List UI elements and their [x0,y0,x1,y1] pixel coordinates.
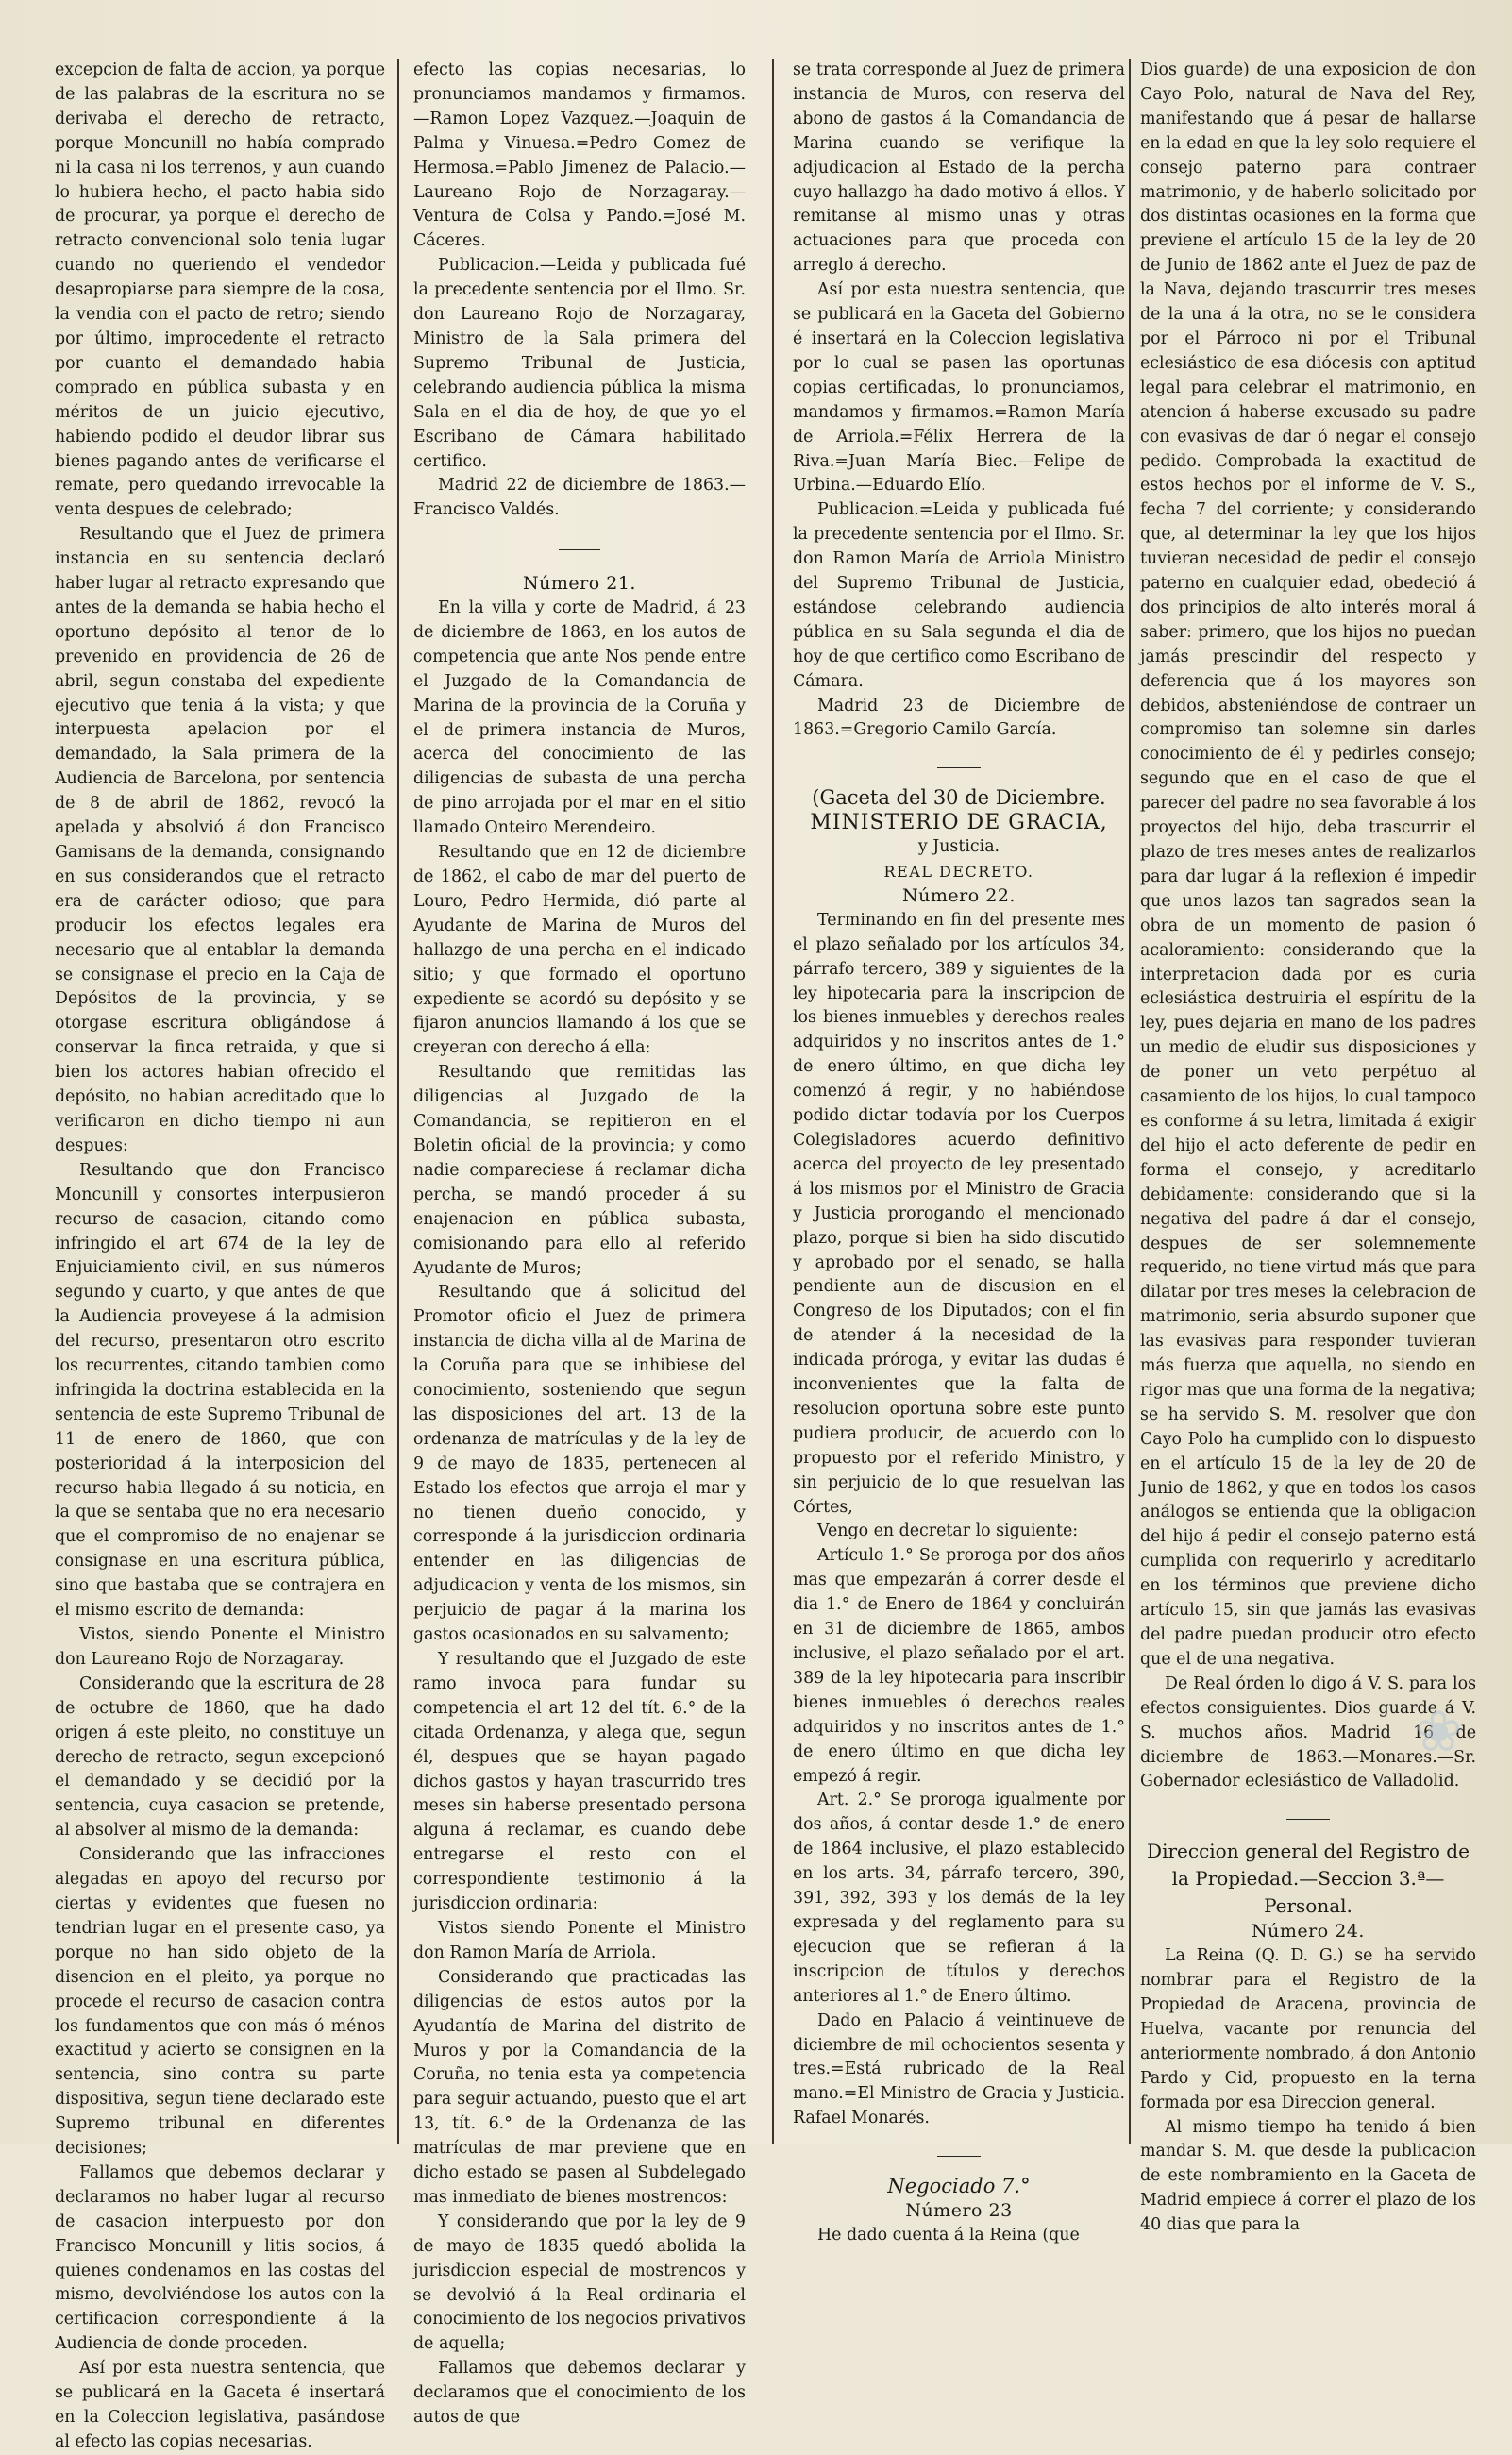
column-rule [772,59,774,2144]
paragraph: Vengo en decretar lo siguiente: [817,1522,1079,1541]
directorate-heading: Direccion general del Registro de la Propiedad.—Seccion 3.ª—Personal. [1147,1840,1470,1918]
section-caption: (Gaceta del 30 de Diciembre. [812,786,1106,810]
paragraph: Así por esta nuestra sentencia, que se publicará en la Gaceta del Gobierno é insertará en la Coleccion legislativa por lo cual se pasen las oportunas copias certificadas, lo pronunciamos, mandamos y firmamos.=Ramon María de Arriola.=Félix Herrera de la Riva.=Juan María Biec.—Felipe de Urbina.—Eduardo Elío. [793,280,1125,496]
paragraph: Publicacion.—Leida y publicada fué la precedente sentencia por el Ilmo. Sr. don Laureano Rojo de Norzagaray, Ministro de la Sala primera del Supremo Tribunal de Justicia, celebrando audiencia pública la misma Sala en el dia de hoy, de que yo el Escribano de Cámara habilitado certifico. [413,256,746,471]
paragraph: La Reina (Q. D. G.) se ha servido nombrar para el Registro de la Propiedad de Aracena, provincia de Huelva, vacante por renuncia del anteriormente nombrado, á don Antonio Pardo y Cid, propuesto en la terna formada por esa Direccion general. [1140,1946,1476,2112]
column-rule [1129,59,1131,2144]
column-1 [55,59,385,2451]
ministry-subheading: y Justicia. [917,837,1000,857]
column-rule [397,59,399,2144]
paragraph: se trata corresponde al Juez de primera instancia de Muros, con reserva del abono de gastos á la Comandancia de Marina cuando se verifique la adjudicacion al Estado de la percha cuyo hallazgo ha dado motivo á ellos. Y remitanse al mismo unas y otras actuaciones para que proceda con arreglo á derecho. [793,60,1125,276]
paragraph: Publicacion.=Leida y publicada fué la precedente sentencia por el Ilmo. Sr. don Ramon María de Arriola Ministro del Supremo Tribunal de Justicia, estándose celebrando audiencia pública en su Sala segunda el dia de hoy de que certifico como Escribano de Cámara. [793,500,1125,691]
paragraph: Madrid 22 de diciembre de 1863.—Francisco Valdés. [413,476,746,520]
double-rule-divider [413,534,746,559]
decree-title: REAL DECRETO. [883,863,1034,881]
short-rule-divider [1140,1804,1476,1828]
paragraph: Fallamos que debemos declarar y declaramos que el conocimiento de los autos de que [413,2359,746,2428]
paragraph: Resultando que en 12 de diciembre de 1862, el cabo de mar del puerto de Louro, Pedro Hermida, dió parte al Ayudante de Marina de Muros del hallazgo de una percha en el indicado sitio; y que formado el oportuno expediente se acordó su depósito y se fijaron anuncios llamando á los que se creyeran con derecho á ella: [413,843,746,1058]
paragraph: Vistos siendo Ponente el Ministro don Ramon María de Arriola. [413,1918,746,1962]
paragraph: Art. 2.° Se proroga igualmente por dos años, á contar desde 1.° de enero de 1864 inclusive, el plazo establecido en los arts. 34, párrafo tercero, 390, 391, 392, 393 y los demás de la ley expresada y del reglamento para su ejecucion que se refieran á la inscripcion de títulos y derechos anteriores al 1.° de Enero último. [793,1791,1125,2006]
paragraph: Dios guarde) de una exposicion de don Cayo Polo, natural de Nava del Rey, manifestando que á pesar de hallarse en la edad en que la ley solo requiere el consejo paterno para contraer matrimonio, y de haberlo solicitado por dos distintas ocasiones en la forma que previene el artículo 15 de la ley de 20 de Junio de 1862 ante el Juez de paz de la Nava, dejando trascurrir tres meses de la una á la otra, no se le considera por el Párroco ni por el Tribunal eclesiástico de esa diócesis con aptitud legal para celebrar el matrimonio, en atencion á haberse excusado su padre con evasivas de dar ó negar el consejo pedido. Comprobada la exactitud de estos hechos por el informe de V. S., fecha 7 del corriente; y considerando que, al determinar la ley que los hijos tuvieran necesidad de pedir el consejo paterno en cualquier edad, obedeció á dos principios de alto interés moral á saber: primero, que los hijos no puedan jamás prescindir del respecto y deferencia que á los mayores son debidos, absteniéndose de contraer un compromiso tan solemne sin darles conocimiento de él y pedirles consejo; segundo que en el caso de que el parecer del padre no sea favorable á los proyectos del hijo, deba trascurrir el plazo de tres meses antes de realizarlos para dar lugar á la reflexion é impedir que unos lazos tan sagrados sean la obra de un momento de pasion ó acaloramiento: considerando que la interpretacion dada por es curia eclesiástica destruiria el espíritu de la ley, pues dejaria en mano de los padres un medio de eludir sus disposiciones y de poner un veto perpétuo al casamiento de los hijos, lo cual tampoco es conforme á su letra, limitada á exigir del hijo el acto deferente de pedir en forma el consejo, y acreditarlo debidamente: considerando que si la negativa del padre á dar el consejo, despues de ser solemnemente requerido, no tiene virtud más que para dilatar por tres meses la celebracion de matrimonio, seria absurdo suponer que las evasivas para responder tuvieran más fuerza que aquella, no siendo en rigor mas que una forma de la negativa; se ha servido S. M. resolver que don Cayo Polo ha cumplido con lo dispuesto en el artículo 15 de la ley de 20 de Junio de 1862, y que en todos los casos análogos se entienda que la obligacion del hijo á pedir el consejo paterno está cumplida con requerirlo y acreditarlo en los términos que previene dicho artículo 15, sin que jamás las evasivas del padre puedan producir otro efecto que el de una negativa. [1140,60,1476,1669]
paragraph: excepcion de falta de accion, ya porque de las palabras de la escritura no se derivaba el derecho de retracto, porque Moncunill no había comprado ni la casa ni los terrenos, y aun cuando lo hubiera hecho, el pacto habia sido de procurar, ya porque el derecho de retracto convencional solo tenia lugar cuando no queriendo el vendedor desapropiarse para siempre de la cosa, la vendia con el pacto de retro; siendo por último, improcedente el retracto por cuanto el demandado habia comprado en pública subasta y en méritos de un juicio ejecutivo, habiendo podido el deudor librar sus bienes pagando antes de verificarse el remate, pero quedando irrevocable la venta despues de celebrado; [55,60,385,520]
paragraph: He dado cuenta á la Reina (que [817,2225,1080,2245]
paragraph: Artículo 1.° Se proroga por dos años mas que empezarán á correr desde el dia 1.° de Enero de 1864 y concluirán en 31 de diciembre de 1865, ambos inclusive, el plazo señalado por el art. 389 de la ley hipotecaria para inscribir bienes inmuebles ó derechos reales adquiridos y no inscritos antes de 1.° de enero último en que dicha ley empezó á regir. [793,1546,1125,1786]
library-stamp-icon: ❀ [1414,1699,1463,1765]
paragraph: efecto las copias necesarias, lo pronunciamos mandamos y firmamos.—Ramon Lopez Vazquez.—Joaquin de Palma y Vinuesa.=Pedro Gomez de Hermosa.=Pablo Jimenez de Palacio.—Laureano Rojo de Norzagaray.—Ventura de Colsa y Pando.=José M. Cáceres. [413,60,746,251]
column-3 [793,59,1125,2245]
short-rule-divider [793,2141,1125,2165]
short-rule-divider [793,752,1125,777]
paragraph: Terminando en fin del presente mes el plazo señalado por los artículos 34, párrafo tercero, 389 y siguientes de la ley hipotecaria para la inscripcion de los bienes inmuebles y derechos reales adquiridos y no inscritos antes de 1.° de enero último, en que dicha ley comenzó á regir, y no habiéndose podido dictar todavía por los Cuerpos Colegisladores acuerdo definitivo acerca del proyecto de ley presentado á los mismos por el Ministro de Gracia y Justicia prorogando el mencionado plazo, porque si bien ha sido discutido y aprobado por el senado, se halla pendiente aun de discusion en el Congreso de los Diputados; con el fin de atender á la necesidad de la indicada próroga, y evitar las dudas é inconvenientes que la falta de resolucion oportuna sobre este punto pudiera producir, de acuerdo con lo propuesto por el referido Ministro, y sin perjuicio de lo que resuelvan las Córtes, [793,910,1125,1517]
paragraph: Madrid 23 de Diciembre de 1863.=Gregorio Camilo García. [793,696,1125,740]
paragraph: Resultando que á solicitud del Promotor oficio el Juez de primera instancia de dicha villa al de Marina de la Coruña para que se inhibiese del conocimiento, sosteniendo que segun las disposiciones del art. 13 de la ordenanza de matrículas y de la ley de 9 de mayo de 1835, pertenecen al Estado los efectos que arroja el mar y no tienen dueño conocido, y corresponde á la jurisdiccion ordinaria entender en las diligencias de adjudicacion y venta de los mismos, sin perjuicio de pagar á la marina los gastos ocasionados en su salvamento; [413,1283,746,1645]
paragraph: Considerando que practicadas las diligencias de estos autos por la Ayudantía de Marina del distrito de Muros y por la Comandancia de la Coruña, no tenia esta ya competencia para seguir actuando, puesto que el art 13, tít. 6.° de la Ordenanza de las matrículas de mar previene que en dicho estado se pasen al Subdelegado mas inmediato de bienes mostrencos: [413,1967,746,2207]
paragraph: Resultando que remitidas las diligencias al Juzgado de la Comandancia, se repitieron en el Boletin oficial de la provincia; y como nadie compareciese á reclamar dicha percha, se mandó proceder á su enajenacion en pública subasta, comisionando para ello al referido Ayudante de Muros; [413,1063,746,1278]
paragraph: Y considerando que por la ley de 9 de mayo de 1835 quedó abolida la jurisdiccion especial de mostrencos y se devolvió á la Real ordinaria el conocimiento de los negocios privativos de aquella; [413,2211,746,2354]
paragraph: En la villa y corte de Madrid, á 23 de diciembre de 1863, en los autos de competencia que ante Nos pende entre el Juzgado de la Comandancia de Marina de la provincia de la Coruña y el de primera instancia de Muros, acerca del conocimiento de las diligencias de subasta de una percha de pino arrojada por el mar en el sitio llamado Onteiro Merendeiro. [413,598,746,838]
paragraph: Al mismo tiempo ha tenido á bien mandar S. M. que desde la publicacion de este nombramiento en la Gaceta de Madrid empiece á correr el plazo de los 40 dias que para la [1140,2117,1476,2235]
section-number: Número 22. [902,884,1016,906]
paragraph: Resultando que el Juez de primera instancia en su sentencia declaró haber lugar al retracto expresando que antes de la demanda se habia hecho el oportuno depósito al tenor de lo prevenido en providencia de 26 de abril, segun constaba del expediente ejecutivo que tenia á la vista; y que interpuesta apelacion por el demandado, la Sala primera de la Audiencia de Barcelona, por sentencia de 8 de abril de 1862, revocó la apelada y absolvió á don Francisco Gamisans de la demanda, consignando en sus considerandos que el retracto era de carácter odioso; que para producir los efectos legales era necesario que al entablar la demanda se consignase el precio en la Caja de Depósitos de la provincia, y se otorgase escritura obligándose á conservar la finca retraida, y que si bien los actores habian ofrecido el depósito, no habian acreditado que lo verificaron en dicho tiempo ni aun despues: [55,525,385,1155]
ministry-heading: MINISTERIO DE GRACIA, [810,811,1108,835]
section-caption: Negociado 7.° [887,2175,1031,2198]
paragraph: Resultando que don Francisco Moncunill y consortes interpusieron recurso de casacion, citando como infringido el art 674 de la ley de Enjuiciamiento civil, en sus números segundo y cuarto, y que antes de que la Audiencia proveyese á la admision del recurso, presentaron otro escrito los recurrentes, citando tambien como infringida la doctrina establecida en la sentencia de este Supremo Tribunal de 11 de enero de 1860, que con posterioridad á la interposicion del recurso habia llegado á su noticia, en la que se sentaba que no era necesario que el compromiso de no enajenar se consignase en una escritura pública, sino que bastaba que se contrajera en el mismo escrito de demanda: [55,1160,385,1621]
column-4 [1140,59,1476,2235]
paragraph: Vistos, siendo Ponente el Ministro don Laureano Rojo de Norzagaray. [55,1625,385,1669]
section-number: Número 21. [523,573,636,595]
paragraph: Dado en Palacio á veintinueve de diciembre de mil ochocientos sesenta y tres.=Está rubricado de la Real mano.=El Ministro de Gracia y Justicia. Rafael Monarés. [793,2010,1125,2128]
column-2 [413,59,746,2428]
paragraph: De Real órden lo digo á V. S. para los efectos consiguientes. Dios guarde á V. S. muchos años. Madrid 16 de diciembre de 1863.—Monares.—Sr. Gobernador eclesiástico de Valladolid. [1140,1673,1476,1791]
paragraph: Así por esta nuestra sentencia, que se publicará en la Gaceta é insertará en la Coleccion legislativa, pasándose al efecto las copias necesarias. [55,2359,385,2451]
paragraph: Considerando que las infracciones alegadas en apoyo del recurso por ciertas y evidentes que fuesen no tendrian lugar en el presente caso, ya porque no han sido objeto de la disencion en el pleito, ya porque no procede el recurso de casacion contra los fundamentos que con más ó ménos exactitud y acierto se consignen en la sentencia, sino contra su parte dispositiva, segun tiene declarado este Supremo tribunal en diferentes decisiones; [55,1845,385,2159]
paragraph: Fallamos que debemos declarar y declaramos no haber lugar al recurso de casacion interpuesto por don Francisco Moncunill y litis socios, á quienes condenamos en las costas del mismo, devolviéndose los autos con la certificacion correspondiente á la Audiencia de donde proceden. [55,2162,385,2354]
section-number: Número 23 [905,2199,1013,2221]
paragraph: Y resultando que el Juzgado de este ramo invoca para fundar su competencia el art 12 del tít. 6.° de la citada Ordenanza, y alega que, segun él, despues que se hayan pagado dichos gastos y hayan trascurrido tres meses sin haberse presentado persona alguna á reclamar, es cuando debe entregarse el resto con el correspondiente testimonio á la jurisdiccion ordinaria: [413,1650,746,1914]
section-number: Número 24. [1252,1921,1365,1942]
paragraph: Considerando que la escritura de 28 de octubre de 1860, que ha dado origen á este pleito, no constituye un derecho de retracto, segun excepcionó el demandado y se decidió por la sentencia, cuya casacion se pretende, al absolver al mismo de la demanda: [55,1673,385,1841]
